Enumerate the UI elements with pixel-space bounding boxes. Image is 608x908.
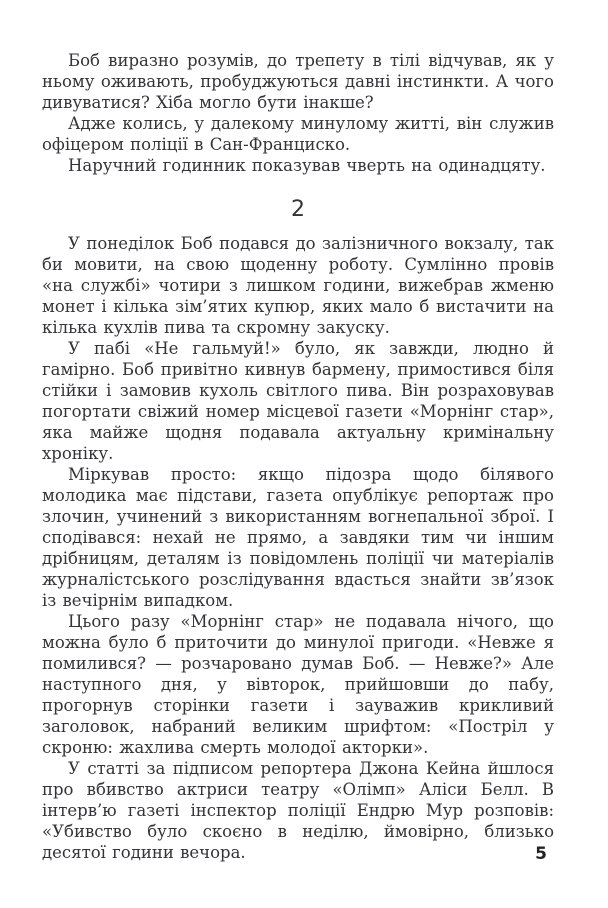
body-paragraph: Адже колись, у далекому минулому житті, він служив офіцером поліції в Сан-Франциско. (42, 114, 554, 154)
page-number: 5 (535, 844, 547, 864)
body-paragraph: Наручний годинник показував чверть на одинадцяту. (68, 156, 546, 175)
body-paragraph: У статті за підписом репортера Джона Кейна йшлося про вбивство актриси театру «Олімп» Аліси Белл. В інтерв’ю газеті інспектор поліції Ендрю Мур розповів: «Убивство було скоєно в неділю, ймовірно, близько десятої години вечора. (42, 759, 554, 862)
body-paragraph: Боб виразно розумів, до трепету в тілі відчував, як у ньому оживають, пробуджуються давні інстинкти. А чого дивуватися? Хіба могло бути інакше? (42, 51, 554, 112)
body-paragraph: Цього разу «Морнінг стар» не подавала нічого, що можна було б приточити до минулої пригоди. «Невже я помилився? — розчаровано думав Боб. — Невже?» Але наступного дня, у вівторок, прийшовши до пабу, прогорнув сторінки газети і зауважив крикливий заголовок, набраний великим шрифтом: «Постріл у скроню: жахлива смерть молодої акторки». (42, 612, 554, 757)
chapter-number-heading: 2 (291, 197, 305, 222)
body-paragraph: У понеділок Боб подався до залізничного вокзалу, так би мовити, на свою щоденну роботу. Сумлінно провів «на службі» чотири з лишком години, вижебрав жменю монет і кілька зім’ятих купюр, яких мало б вистачити на кілька кухлів пива та скромну закуску. (42, 234, 554, 337)
body-paragraph: У пабі «Не гальмуй!» було, як завжди, людно й гамірно. Боб привітно кивнув бармену, примостився біля стійки і замовив кухоль світлого пива. Він розраховував погортати свіжий номер місцевої газети «Морнінг стар», яка майже щодня подавала актуальну кримінальну хроніку. (42, 339, 554, 463)
body-paragraph: Міркував просто: якщо підозра щодо білявого молодика має підстави, газета опублікує репортаж про злочин, учинений з використанням вогнепальної зброї. І сподівався: нехай не прямо, а завдяки тим чи іншим дрібницям, деталям із повідомлень поліції чи матеріалів журналістського розслідування вдасться знайти зв’язок із вечірнім випадком. (42, 465, 554, 610)
page-text-block (42, 50, 554, 863)
